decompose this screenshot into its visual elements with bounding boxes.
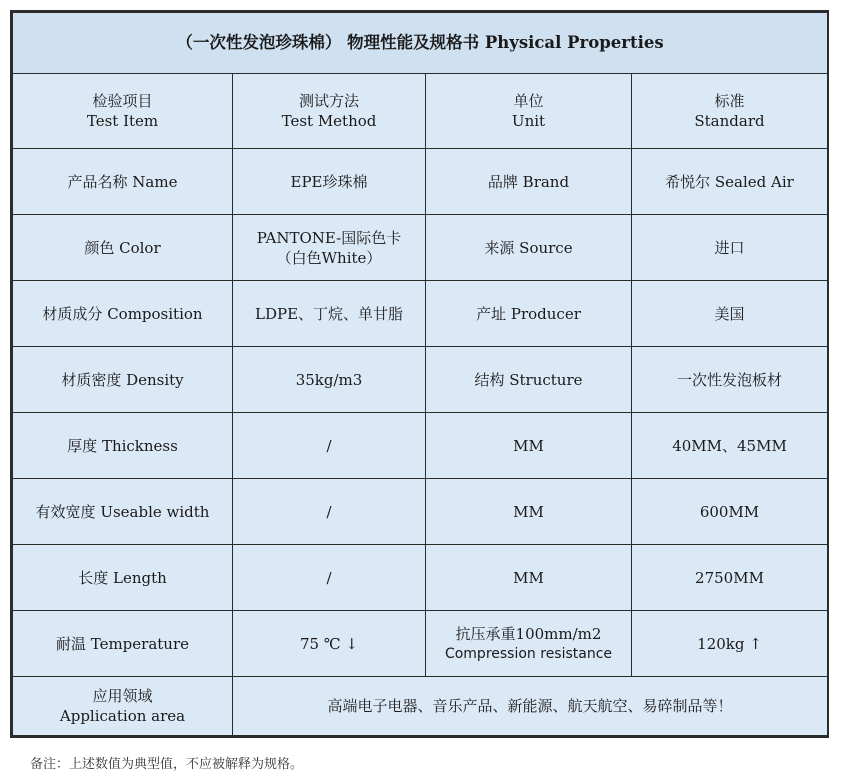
cell-standard: 120kg ↑ <box>632 611 828 677</box>
cell-method: 35kg/m3 <box>233 347 426 413</box>
cell-unit <box>426 611 632 677</box>
table-title: （一次性发泡珍珠棉） 物理性能及规格书 Physical Properties <box>13 13 828 74</box>
cell-item: 材质成分 Composition <box>13 281 233 347</box>
cell-standard: 40MM、45MM <box>632 413 828 479</box>
cell-method: / <box>233 545 426 611</box>
cell-standard: 一次性发泡板材 <box>632 347 828 413</box>
cell-method: 75 ℃ ↓ <box>233 611 426 677</box>
header-unit <box>426 74 632 149</box>
cell-method: / <box>233 413 426 479</box>
header-test-method <box>233 74 426 149</box>
title-row <box>13 13 828 74</box>
table-row <box>13 347 828 413</box>
cell-method <box>233 215 426 281</box>
cell-item: 颜色 Color <box>13 215 233 281</box>
header-standard <box>632 74 828 149</box>
cell-unit-line1: 抗压承重100mm/m2 <box>455 624 602 643</box>
table-row <box>13 413 828 479</box>
cell-item: 产品名称 Name <box>13 149 233 215</box>
cell-unit-line2: Compression resistance <box>444 645 613 662</box>
cell-method: LDPE、丁烷、单甘脂 <box>233 281 426 347</box>
table-row <box>13 479 828 545</box>
header-row <box>13 74 828 149</box>
header-cn: 单位 <box>513 92 544 110</box>
cell-method: EPE珍珠棉 <box>233 149 426 215</box>
cell-unit: MM <box>426 479 632 545</box>
cell-unit: 产址 Producer <box>426 281 632 347</box>
table-row <box>13 281 828 347</box>
cell-item: 长度 Length <box>13 545 233 611</box>
cell-standard: 2750MM <box>632 545 828 611</box>
table-row <box>13 611 828 677</box>
application-label <box>13 677 233 736</box>
cell-standard: 希悦尔 Sealed Air <box>632 149 828 215</box>
application-row <box>13 677 828 736</box>
header-cn: 测试方法 <box>298 92 359 110</box>
spec-sheet <box>10 10 829 738</box>
application-value: 高端电子电器、音乐产品、新能源、航天航空、易碎制品等！ <box>233 677 828 736</box>
cell-method-line2: （白色White） <box>276 248 382 267</box>
cell-item: 厚度 Thickness <box>13 413 233 479</box>
table-row <box>13 149 828 215</box>
header-test-item <box>13 74 233 149</box>
table-row <box>13 215 828 281</box>
cell-standard: 600MM <box>632 479 828 545</box>
cell-method: / <box>233 479 426 545</box>
cell-unit: MM <box>426 413 632 479</box>
cell-item: 材质密度 Density <box>13 347 233 413</box>
header-en: Test Item <box>86 112 159 130</box>
properties-table <box>12 12 828 736</box>
cell-unit: 结构 Structure <box>426 347 632 413</box>
cell-item: 耐温 Temperature <box>13 611 233 677</box>
application-label-cn: 应用领域 <box>92 687 153 705</box>
cell-method-line1: PANTONE-国际色卡 <box>256 228 402 247</box>
footnote: 备注：上述数值为典型值，不应被解释为规格。 <box>30 757 304 772</box>
cell-standard: 美国 <box>632 281 828 347</box>
cell-standard: 进口 <box>632 215 828 281</box>
cell-unit: MM <box>426 545 632 611</box>
header-cn: 检验项目 <box>92 92 153 110</box>
header-cn: 标准 <box>714 92 745 110</box>
cell-unit: 品牌 Brand <box>426 149 632 215</box>
header-en: Unit <box>511 112 546 130</box>
table-row <box>13 545 828 611</box>
cell-unit: 来源 Source <box>426 215 632 281</box>
application-label-en: Application area <box>59 707 186 725</box>
header-en: Test Method <box>281 112 377 130</box>
cell-item: 有效宽度 Useable width <box>13 479 233 545</box>
header-en: Standard <box>694 112 765 130</box>
